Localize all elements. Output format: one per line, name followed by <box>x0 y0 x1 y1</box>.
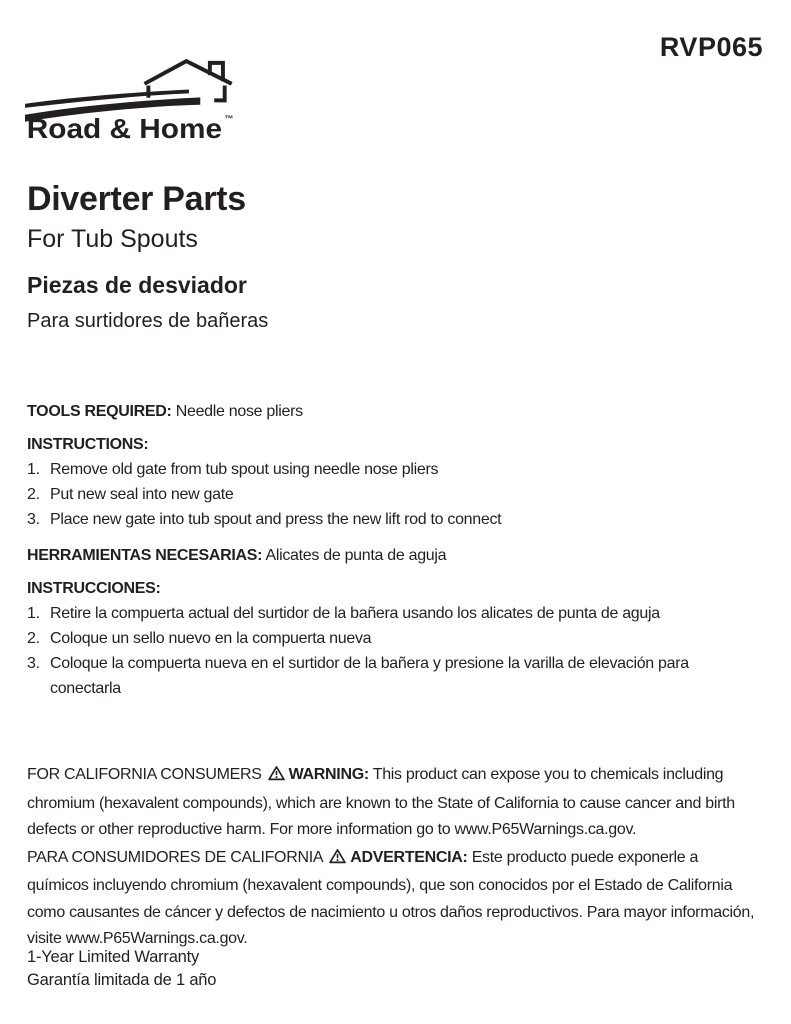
instructions-list-es <box>27 601 717 701</box>
road-home-logo <box>25 54 243 152</box>
prop65-warning-en <box>27 762 757 844</box>
step-text: Coloque un sello nuevo en la compuerta nueva <box>50 630 372 647</box>
instructions-section-en <box>27 399 717 532</box>
step-number: 3. <box>27 655 40 672</box>
prop65-warning-es <box>27 845 757 953</box>
instructions-heading-es: INSTRUCCIONES: <box>27 580 161 597</box>
product-subtitle-en: For Tub Spouts <box>27 225 198 253</box>
title-block <box>27 181 268 332</box>
step-number: 1. <box>27 461 40 478</box>
step-text: Coloque la compuerta nueva en el surtidor de la bañera y presione la varilla de elevación para conectarla <box>50 655 689 697</box>
step-text: Place new gate into tub spout and press the new lift rod to connect <box>50 511 502 528</box>
warning-body-en: This product can expose you to chemicals including chromium (hexavalent compounds), which are known to the State of California to cause cancer and birth defects or other reproductive harm. For more information go to www.P65Warnings.ca.gov. <box>27 766 735 838</box>
step-text: Retire la compuerta actual del surtidor de la bañera usando los alicates de punta de aguja <box>50 605 660 622</box>
step-number: 2. <box>27 630 40 647</box>
warning-prefix-es: PARA CONSUMIDORES DE CALIFORNIA <box>27 848 324 866</box>
california-warnings <box>27 762 757 953</box>
tools-required-line-es <box>27 543 717 568</box>
step-text: Remove old gate from tub spout using needle nose pliers <box>50 461 439 478</box>
product-title-es: Piezas de desviador <box>27 272 247 298</box>
step-number: 3. <box>27 511 40 528</box>
warning-label-es: ADVERTENCIA: <box>350 848 468 866</box>
instructions-heading-en: INSTRUCTIONS: <box>27 436 149 453</box>
warranty-block <box>27 946 216 992</box>
instructions-list-en <box>27 457 717 532</box>
logo-trademark: ™ <box>224 113 234 124</box>
tools-required-value-en: Needle nose pliers <box>175 403 303 420</box>
product-title-en: Diverter Parts <box>27 180 246 218</box>
warning-prefix-en: FOR CALIFORNIA CONSUMERS <box>27 766 262 783</box>
tools-required-label-en: TOOLS REQUIRED: <box>27 403 172 420</box>
step-text: Put new seal into new gate <box>50 486 234 503</box>
warning-triangle-icon <box>268 764 285 791</box>
logo-wordmark: Road & Home <box>26 112 223 144</box>
tools-required-label-es: HERRAMIENTAS NECESARIAS: <box>27 547 263 564</box>
instruction-step <box>27 626 717 651</box>
warning-triangle-icon <box>329 847 346 874</box>
instruction-step <box>27 457 717 482</box>
warranty-es: Garantía limitada de 1 año <box>27 971 217 989</box>
step-number: 1. <box>27 605 40 622</box>
warranty-en: 1-Year Limited Warranty <box>27 948 200 966</box>
tools-required-value-es: Alicates de punta de aguja <box>265 547 447 564</box>
product-subtitle-es: Para surtidores de bañeras <box>27 310 269 332</box>
instruction-step <box>27 482 717 507</box>
instruction-step <box>27 601 717 626</box>
instruction-step <box>27 507 717 532</box>
instructions-section-es <box>27 543 717 701</box>
product-code: RVP065 <box>659 32 763 62</box>
tools-required-line-en <box>27 399 717 424</box>
warning-body-es: Este producto puede exponerle a químicos incluyendo chromium (hexavalent compounds), que son conocidos por el Estado de California como causantes de cáncer y defectos de nacimiento u otros daños reproductivos. Para mayor información, visite www.P65Warnings.ca.gov. <box>27 848 755 947</box>
instruction-step <box>27 651 717 701</box>
warning-label-en: WARNING: <box>288 766 369 783</box>
step-number: 2. <box>27 486 40 503</box>
